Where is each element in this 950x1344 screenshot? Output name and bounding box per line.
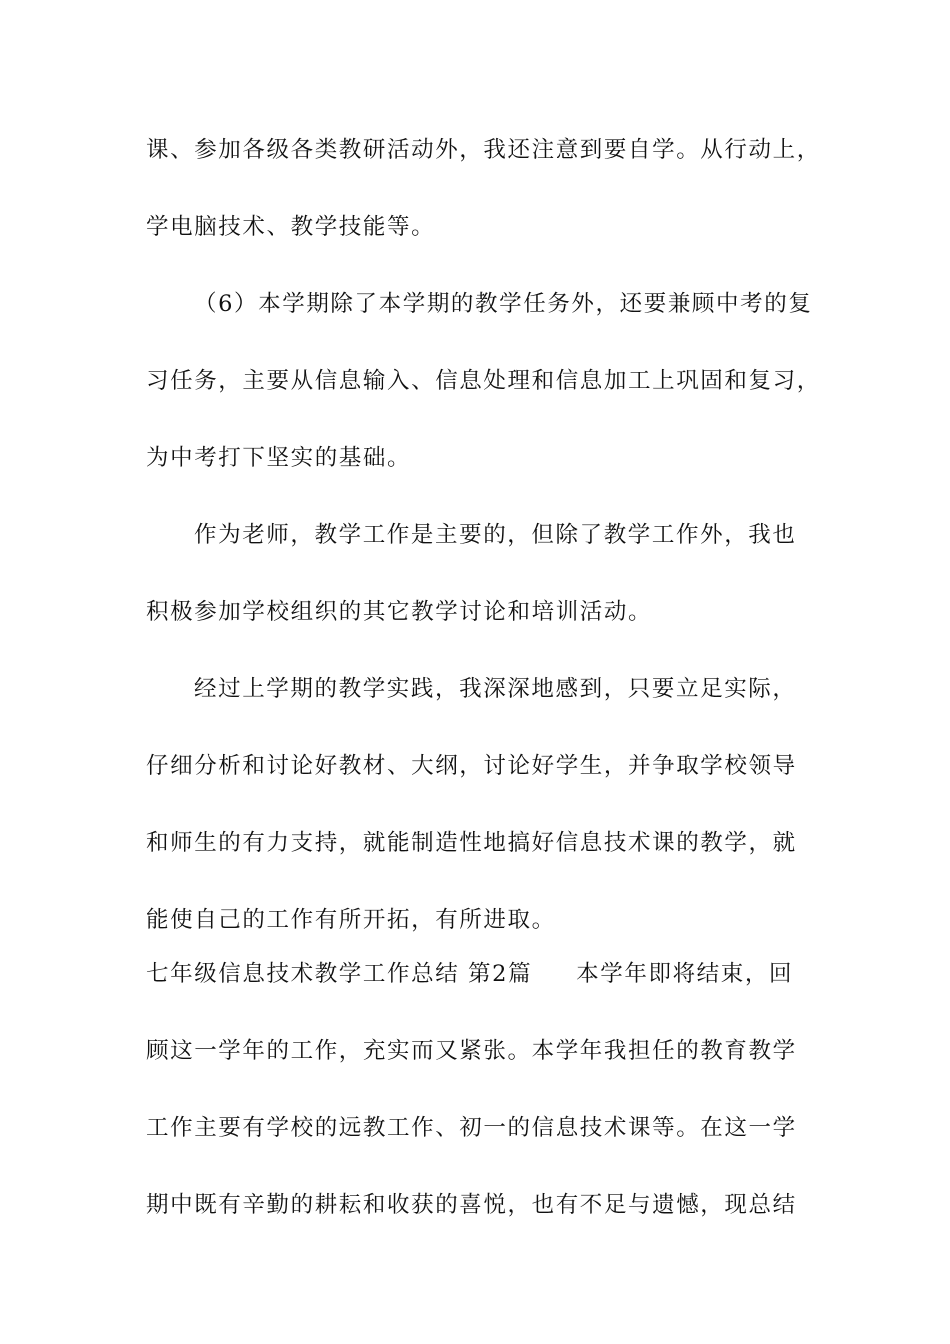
text-line: 习任务，主要从信息输入、信息处理和信息加工上巩固和复习， — [146, 368, 821, 394]
text-line: 顾这一学年的工作，充实而又紧张。本学年我担任的教育教学 — [146, 1038, 797, 1064]
text-line: 工作主要有学校的远教工作、初一的信息技术课等。在这一学 — [146, 1115, 797, 1141]
text-line: 能使自己的工作有所开拓，有所进取。 — [146, 907, 556, 933]
section-title: 七年级信息技术教学工作总结 第2篇 — [146, 961, 533, 987]
text-line: 和师生的有力支持，就能制造性地搞好信息技术课的教学，就 — [146, 830, 797, 856]
text-line: 期中既有辛勤的耕耘和收获的喜悦，也有不足与遗憾，现总结 — [146, 1192, 797, 1218]
section-first-line: 本学年即将结束，回 — [576, 961, 794, 987]
text-line: 仔细分析和讨论好教材、大纲，讨论好学生，并争取学校领导 — [146, 753, 797, 779]
text-line: 课、参加各级各类教研活动外，我还注意到要自学。从行动上， — [146, 137, 821, 163]
text-line: 为中考打下坚实的基础。 — [146, 445, 412, 471]
section-heading-line — [146, 959, 826, 989]
text-line: 经过上学期的教学实践，我深深地感到，只要立足实际， — [194, 676, 797, 702]
text-line: 积极参加学校组织的其它教学讨论和培训活动。 — [146, 599, 653, 625]
text-line: （6）本学期除了本学期的教学任务外，还要兼顾中考的复 — [194, 291, 813, 317]
text-line: 作为老师，教学工作是主要的，但除了教学工作外，我也 — [194, 522, 797, 548]
text-line: 学电脑技术、教学技能等。 — [146, 214, 436, 240]
